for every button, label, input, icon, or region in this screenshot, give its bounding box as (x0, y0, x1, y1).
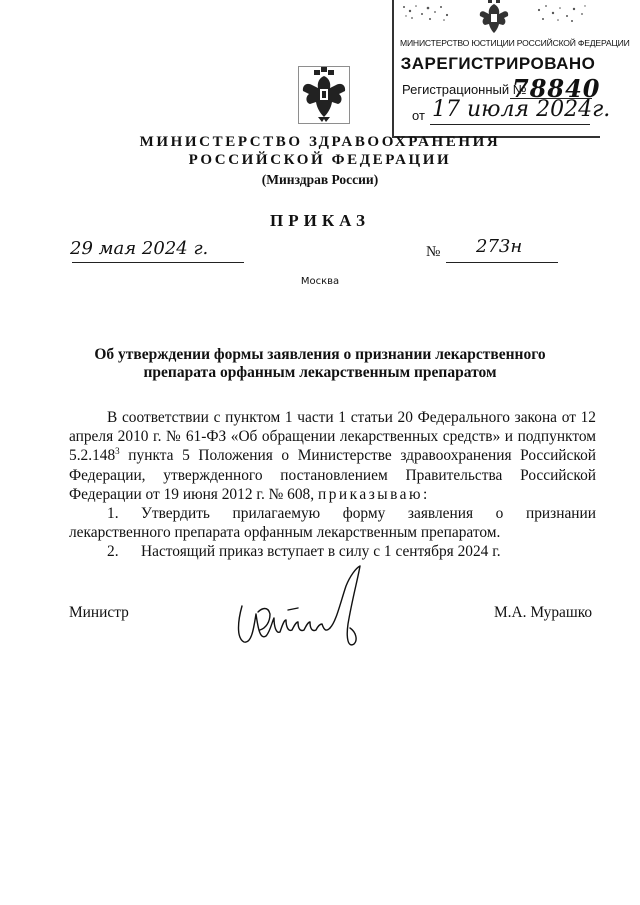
preamble-paragraph (69, 408, 596, 504)
coat-of-arms-icon (298, 66, 350, 124)
order-number: 273н (476, 236, 523, 257)
list-item (69, 542, 596, 561)
document-type: ПРИКАЗ (270, 211, 370, 230)
order-date: 29 мая 2024 г. (70, 238, 209, 259)
order-word: приказываю (317, 485, 424, 503)
date-underline (72, 262, 244, 263)
item-text: Утвердить прилагаемую форму заявления о признании лекарственного препарата орфанным лекарственным препаратом. (69, 505, 596, 542)
stamp-date: 17 июля 2024г. (432, 97, 611, 122)
number-underline (446, 262, 558, 263)
order-title: Об утверждении формы заявления о признании лекарственного препарата орфанным лекарственным препаратом (94, 346, 546, 381)
stamp-noise-left (400, 2, 454, 24)
preamble-text-b: пункта 5 Положения о Министерстве здравоохранения Российской Федерации, утвержденного постановлением Правительства Российской Федерации от 19 июня 2012 г. № 608, (69, 447, 596, 503)
item-text: Настоящий приказ вступает в силу с 1 сентября 2024 г. (141, 543, 501, 561)
ministry-short-name: (Минздрав России) (261, 172, 379, 187)
signatory-title: Министр (69, 604, 129, 621)
stamp-date-label: от (412, 108, 425, 123)
stamp-ministry: МИНИСТЕРСТВО ЮСТИЦИИ РОССИЙСКОЙ ФЕДЕРАЦИИ (400, 38, 630, 48)
stamp-noise-right (534, 2, 588, 24)
handwritten-signature (228, 564, 374, 674)
preamble-text-a: В соответствии с пунктом 1 части 1 статьи 20 Федерального закона от 12 апреля 2010 г. № 61-ФЗ «Об обращении лекарственных средств» и подпунктом 5.2.148 (69, 409, 596, 465)
stamp-reg-label: Регистрационный № (402, 82, 527, 97)
footnote-superscript: 3 (115, 446, 120, 457)
stamp-emblem-icon (474, 0, 514, 36)
registration-stamp (392, 0, 630, 138)
stamp-underline (430, 124, 590, 125)
order-body (69, 408, 596, 562)
city: Москва (300, 276, 340, 287)
ministry-name-line2: РОССИЙСКОЙ ФЕДЕРАЦИИ (188, 152, 452, 168)
preamble-colon: : (423, 485, 428, 503)
stamp-registered: ЗАРЕГИСТРИРОВАНО (400, 54, 596, 73)
stamp-reg-number: 78840 (512, 74, 601, 103)
list-item (69, 504, 596, 542)
signatory-name: М.А. Мурашко (494, 604, 593, 621)
item-number: 2. (107, 543, 119, 561)
ministry-name-line1: МИНИСТЕРСТВО ЗДРАВООХРАНЕНИЯ (139, 134, 501, 150)
item-number: 1. (107, 505, 119, 523)
number-sign: № (426, 244, 441, 260)
